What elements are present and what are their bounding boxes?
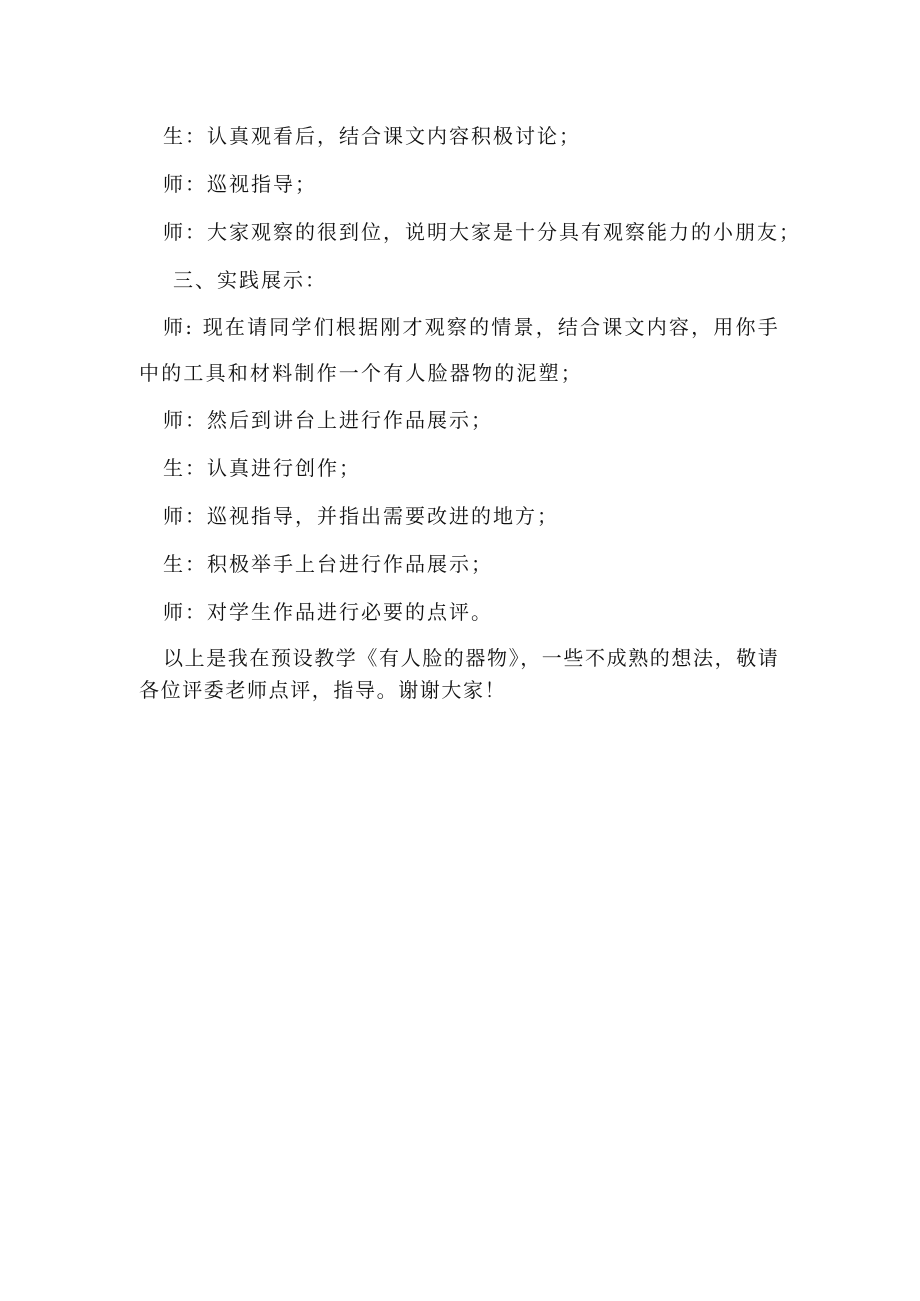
paragraph-teacher-praise: 师：大家观察的很到位，说明大家是十分具有观察能力的小朋友； (163, 220, 801, 244)
paragraph-closing-remarks: 以上是我在预设教学《有人脸的器物》，一些不成熟的想法，敬请各位评委老师点评，指导。谢谢大家！ (139, 646, 780, 702)
paragraph-teacher-point-out: 师：巡视指导，并指出需要改进的地方； (163, 504, 559, 528)
paragraph-teacher-show: 师：然后到讲台上进行作品展示； (163, 408, 493, 432)
paragraph-student-create: 生：认真进行创作； (163, 456, 361, 480)
paragraph-student-present: 生：积极举手上台进行作品展示； (163, 552, 493, 576)
paragraph-teacher-task: 师: 现在请同学们根据刚才观察的情景，结合课文内容，用你手中的工具和材料制作一个有人脸器物的泥塑； (139, 315, 780, 385)
paragraph-teacher-comment: 师：对学生作品进行必要的点评。 (163, 600, 493, 624)
section-heading-practice: 三、实践展示： (173, 268, 327, 292)
paragraph-student-discuss: 生：认真观看后，结合课文内容积极讨论； (163, 124, 581, 148)
paragraph-teacher-guide: 师：巡视指导； (163, 172, 317, 196)
document-body (139, 112, 801, 706)
